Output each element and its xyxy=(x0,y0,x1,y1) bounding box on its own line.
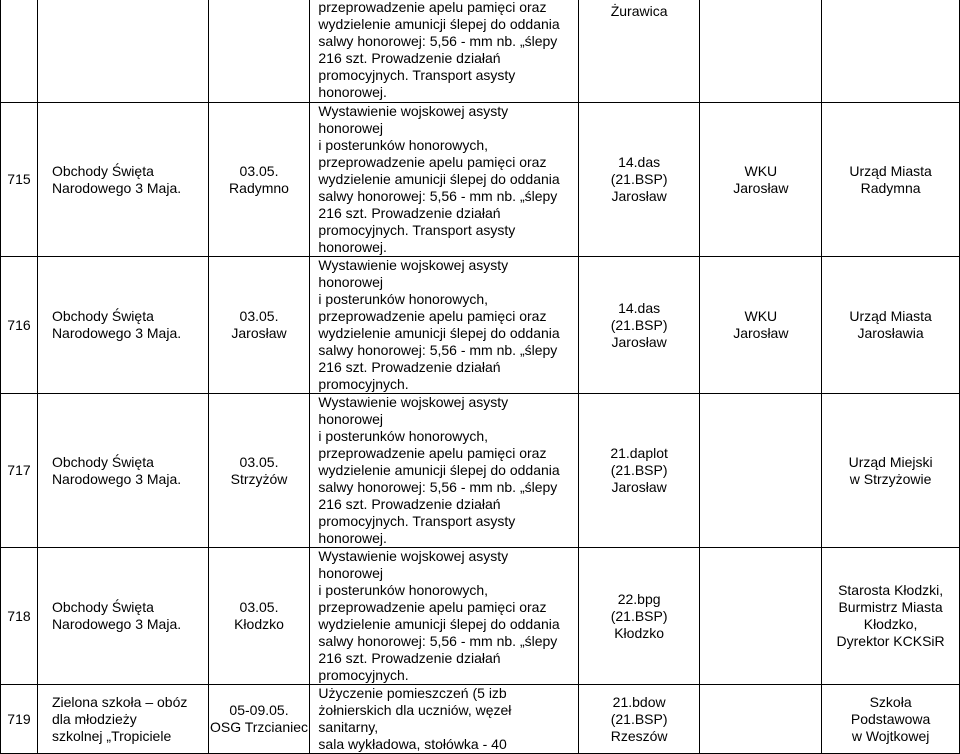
supporting-unit-text: WKU Jarosław xyxy=(733,308,789,341)
unit-text: 21.daplot (21.BSP) Jarosław xyxy=(610,445,668,495)
table-row xyxy=(1,394,960,548)
unit-cell xyxy=(578,103,700,257)
table-row xyxy=(1,685,960,754)
date-place-cell xyxy=(208,394,310,548)
organizer-cell xyxy=(822,257,960,394)
description-text: Wystawienie wojskowej asysty honorowej i posterunków honorowych, przeprowadzenie apelu pamięci oraz wydzielenie amunicji ślepej do oddania salwy honorowej: 5,56 - mm nb. „ślepy 216 szt. Prowadzenie działań promocyjnych. Transport asysty honorowej. xyxy=(318,103,560,255)
date-place-text: 03.05. Kłodzko xyxy=(234,599,284,632)
unit-text: Żurawica xyxy=(610,3,668,19)
row-number-cell: 715 xyxy=(1,103,38,257)
supporting-unit-cell xyxy=(700,548,822,685)
event-name-text: Obchody Święta Narodowego 3 Maja. xyxy=(51,453,182,487)
description-cell xyxy=(310,103,578,257)
supporting-unit-cell xyxy=(700,394,822,548)
organizer-cell xyxy=(822,103,960,257)
event-name-text: Zielona szkoła – obóz dla młodzieży szkolnej „Tropiciele xyxy=(51,693,188,744)
date-place-text: 03.05. Jarosław xyxy=(231,308,287,341)
supporting-unit-cell xyxy=(700,0,822,103)
unit-cell xyxy=(578,548,700,685)
supporting-unit-cell xyxy=(700,103,822,257)
table-row xyxy=(1,103,960,257)
row-number-cell: 719 xyxy=(1,685,38,754)
date-place-text: 03.05. Radymno xyxy=(229,162,289,196)
organizer-text: Urząd Miasta Jarosławia xyxy=(849,308,932,341)
date-place-cell xyxy=(208,0,310,103)
description-text: Użyczenie pomieszczeń (5 izb żołnierskich dla uczniów, węzeł sanitarny, sala wykładowa, stołówka - 40 xyxy=(318,685,512,752)
supporting-unit-text: WKU Jarosław xyxy=(733,162,789,196)
description-text: Wystawienie wojskowej asysty honorowej i posterunków honorowych, przeprowadzenie apelu pamięci oraz wydzielenie amunicji ślepej do oddania salwy honorowej: 5,56 - mm nb. „ślepy 216 szt. Prowadzenie działań promocyjnych. xyxy=(318,257,560,392)
description-text: Wystawienie wojskowej asysty honorowej i posterunków honorowych, przeprowadzenie apelu pamięci oraz wydzielenie amunicji ślepej do oddania salwy honorowej: 5,56 - mm nb. „ślepy 216 szt. Prowadzenie działań promocyjnych. Transport asysty honorowej. xyxy=(318,394,560,546)
unit-text: 14.das (21.BSP) Jarosław xyxy=(610,154,668,204)
description-cell xyxy=(310,548,578,685)
supporting-unit-cell xyxy=(700,257,822,394)
row-number-cell xyxy=(1,0,38,103)
event-name-cell xyxy=(37,394,208,548)
description-text: Wystawienie wojskowej asysty honorowej i posterunków honorowych, przeprowadzenie apelu pamięci oraz wydzielenie amunicji ślepej do oddania salwy honorowej: 5,56 - mm nb. „ślepy 216 szt. Prowadzenie działań promocyjnych. xyxy=(318,548,560,683)
table-row xyxy=(1,257,960,394)
date-place-cell xyxy=(208,548,310,685)
supporting-unit-cell xyxy=(700,685,822,754)
unit-cell xyxy=(578,394,700,548)
unit-cell xyxy=(578,0,700,103)
event-name-cell xyxy=(37,685,208,754)
event-name-cell xyxy=(37,257,208,394)
table-row xyxy=(1,548,960,685)
organizer-cell xyxy=(822,548,960,685)
row-number-cell: 718 xyxy=(1,548,38,685)
description-cell xyxy=(310,685,578,754)
unit-cell xyxy=(578,685,700,754)
date-place-text: 05-09.05. OSG Trzcianiec xyxy=(209,702,309,735)
unit-text: 22.bpg (21.BSP) Kłodzko xyxy=(610,590,668,641)
event-name-text: Obchody Święta Narodowego 3 Maja. xyxy=(51,599,182,632)
date-place-text: 03.05. Strzyżów xyxy=(230,453,288,487)
date-place-cell xyxy=(208,103,310,257)
unit-text: 21.bdow (21.BSP) Rzeszów xyxy=(610,693,668,744)
description-text: przeprowadzenie apelu pamięci oraz wydzielenie amunicji ślepej do oddania salwy honorowej: 5,56 - mm nb. „ślepy 216 szt. Prowadzenie działań promocyjnych. Transport asysty honorowej. xyxy=(318,0,560,100)
unit-cell xyxy=(578,257,700,394)
unit-text: 14.das (21.BSP) Jarosław xyxy=(610,299,668,350)
organizer-text: Urząd Miasta Radymna xyxy=(849,162,932,196)
organizer-text: Szkoła Podstawowa w Wojtkowej xyxy=(850,693,931,744)
row-number-cell: 716 xyxy=(1,257,38,394)
organizer-text: Urząd Miejski w Strzyżowie xyxy=(848,453,933,487)
event-name-cell xyxy=(37,548,208,685)
organizer-text: Starosta Kłodzki, Burmistrz Miasta Kłodzko, Dyrektor KCKSiR xyxy=(836,582,945,649)
table-row xyxy=(1,0,960,103)
organizer-cell xyxy=(822,394,960,548)
date-place-cell xyxy=(208,257,310,394)
description-cell xyxy=(310,257,578,394)
description-cell xyxy=(310,0,578,103)
event-name-text: Obchody Święta Narodowego 3 Maja. xyxy=(51,162,182,196)
event-name-cell xyxy=(37,0,208,103)
organizer-cell xyxy=(822,685,960,754)
description-cell xyxy=(310,394,578,548)
date-place-cell xyxy=(208,685,310,754)
event-name-cell xyxy=(37,103,208,257)
row-number-cell: 717 xyxy=(1,394,38,548)
event-name-text: Obchody Święta Narodowego 3 Maja. xyxy=(51,308,182,341)
organizer-cell xyxy=(822,0,960,103)
